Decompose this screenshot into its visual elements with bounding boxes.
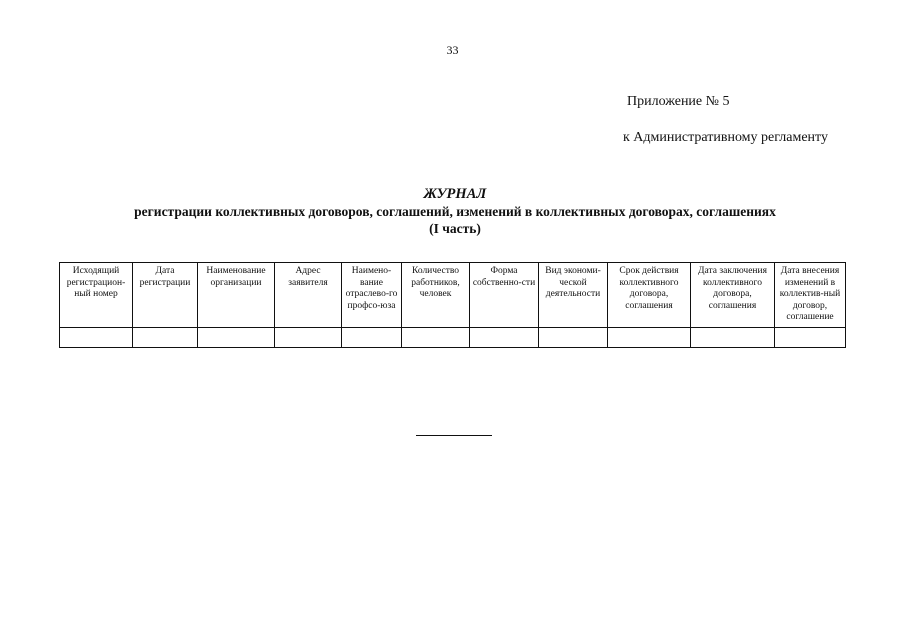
table-cell [608, 327, 691, 347]
column-header: Наимено-вание отраслево-го профсо-юза [342, 263, 402, 328]
journal-title [0, 186, 905, 237]
title-journal: ЖУРНАЛ [423, 186, 487, 202]
table-cell [691, 327, 775, 347]
table-cell [470, 327, 539, 347]
column-header: Наименование организации [198, 263, 275, 328]
regulation-label: к Административному регламенту [623, 130, 828, 145]
page-number: 33 [446, 43, 459, 57]
column-header: Дата заключения коллективного договора, соглашения [691, 263, 775, 328]
column-header: Дата внесения изменений в коллектив-ный договор, соглашение [775, 263, 846, 328]
appendix-label: Приложение № 5 [627, 94, 730, 109]
table-cell [198, 327, 275, 347]
column-header: Форма собственно-сти [470, 263, 539, 328]
column-header: Количество работников, человек [402, 263, 470, 328]
column-header: Срок действия коллективного договора, соглашения [608, 263, 691, 328]
table-header-row [60, 263, 846, 328]
table-cell [275, 327, 342, 347]
table-cell [342, 327, 402, 347]
column-header: Вид экономи-ческой деятельности [539, 263, 608, 328]
table-cell [402, 327, 470, 347]
table-row [60, 327, 846, 347]
column-header: Исходящий регистрацион-ный номер [60, 263, 133, 328]
table-cell [60, 327, 133, 347]
closing-rule [416, 435, 492, 436]
column-header: Адрес заявителя [275, 263, 342, 328]
title-description: регистрации коллективных договоров, соглашений, изменений в коллективных договорах, соглашениях [134, 204, 776, 219]
journal-table [59, 262, 846, 348]
table-cell [539, 327, 608, 347]
table-cell [775, 327, 846, 347]
column-header: Дата регистрации [133, 263, 198, 328]
title-part: (I часть) [429, 221, 481, 236]
table-cell [133, 327, 198, 347]
